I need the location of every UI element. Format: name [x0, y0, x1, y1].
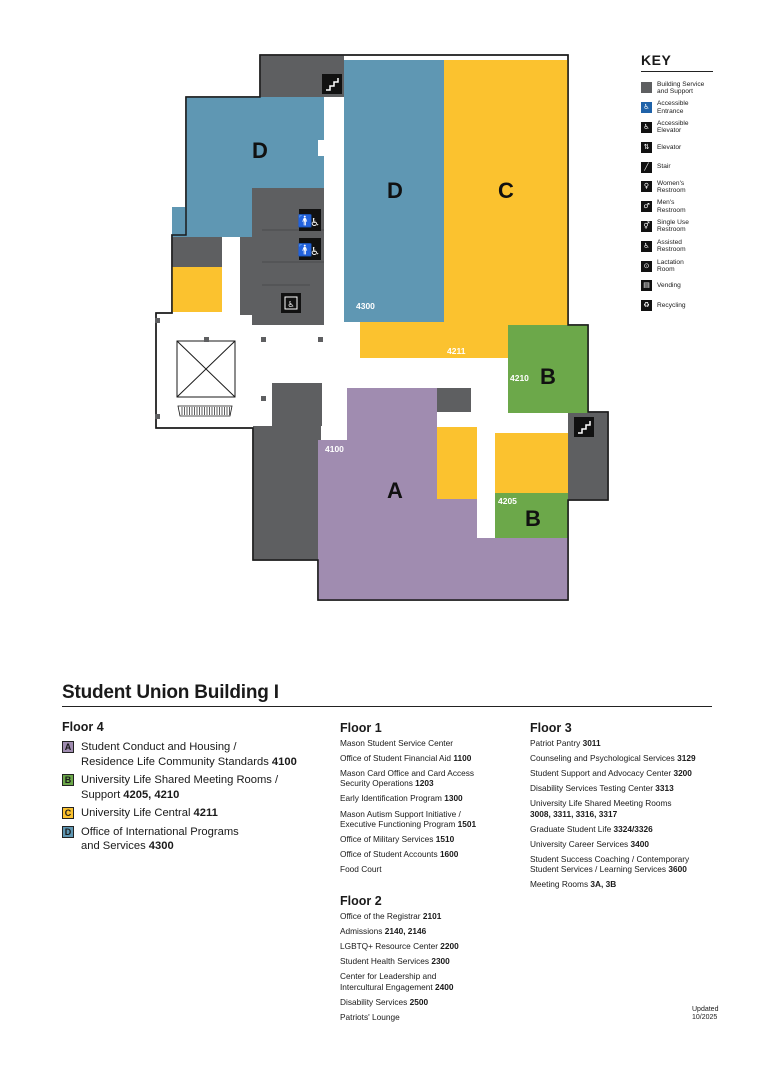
assisted-restroom-icon: ♿ [641, 241, 652, 252]
floor4-item [62, 740, 332, 769]
office-name: Patriot Pantry [530, 738, 583, 748]
room-number: 4300 [356, 301, 375, 311]
room-number: 1501 [457, 818, 477, 829]
atrium-opening [177, 341, 235, 397]
key-item-label: Building Service and Support [657, 80, 705, 95]
room-number: 1203 [415, 778, 434, 789]
key-item-label: Assisted Restroom [657, 239, 686, 254]
floor3-item [530, 753, 696, 763]
womens-restroom-icon [298, 209, 321, 231]
key-item [641, 137, 713, 157]
floor3-item [530, 879, 696, 889]
key-item [641, 157, 713, 177]
floor4-item [62, 773, 332, 802]
office-name: Student Success Coaching / Contemporary Student Services / Learning Services [530, 853, 690, 875]
room-number: 3200 [673, 768, 692, 779]
floor2-list [340, 911, 459, 1027]
office-name: Admissions [340, 926, 385, 937]
recycling-icon: ♻ [641, 300, 652, 311]
floor1-item [340, 753, 476, 763]
stair-icon [322, 74, 342, 94]
office-name: Patriots' Lounge [340, 1011, 400, 1022]
office-name: LGBTQ+ Resource Center [340, 941, 441, 952]
key-item [641, 296, 713, 316]
room-number: 2101 [422, 911, 442, 921]
room-number: 3400 [630, 838, 649, 849]
key-item [641, 197, 713, 217]
service-small [437, 388, 471, 412]
stair-icon: ╱ [641, 162, 652, 173]
key-item [641, 256, 713, 276]
office-name: Mason Autism Support Initiative / Executive Functioning Program [340, 808, 461, 829]
mens-restroom-icon [298, 238, 321, 260]
floor1-heading: Floor 1 [340, 721, 382, 735]
key-item-label: Vending [657, 282, 681, 290]
floor1-item [340, 849, 476, 859]
key-item [641, 98, 713, 118]
room-number: 1300 [444, 793, 463, 804]
floor3-list [530, 738, 696, 894]
key-item-label: Accessible Elevator [657, 120, 689, 135]
room-number: 3600 [668, 864, 687, 875]
key-item [641, 236, 713, 256]
floor3-item [530, 824, 696, 834]
stair-icon [574, 417, 594, 437]
floor1-item [340, 809, 476, 829]
floor4-item [62, 806, 332, 821]
office-name: Early Identification Program [340, 793, 445, 804]
building-title: Student Union Building I [62, 682, 279, 703]
key-item-label: Lactation Room [657, 258, 684, 274]
key-item-label: Elevator [657, 143, 682, 151]
floor1-item [340, 768, 476, 788]
key-item-label: Accessible Entrance [657, 100, 689, 115]
floor2-item [340, 971, 459, 991]
floor1-item [340, 864, 476, 874]
room-number: 4100 [325, 444, 344, 454]
room-number: 2200 [440, 941, 459, 952]
office-name: Mason Card Office and Card Access Security Operations [340, 768, 475, 789]
lactation-room-icon: ⊙ [641, 261, 652, 272]
room-number: 4211 [193, 807, 218, 819]
key-item-label: Recycling [657, 302, 686, 310]
key-item-label: Men's Restroom [657, 199, 686, 214]
floor4-item-text: University Life Shared Meeting Rooms / Support [81, 774, 279, 801]
service-mid [272, 383, 322, 426]
office-name: Disability Services [340, 996, 410, 1007]
room-number: 2140, 2146 [384, 926, 427, 937]
floor1-item [340, 738, 476, 748]
office-name: Office of Military Services [340, 833, 436, 844]
floor3-item [530, 783, 696, 793]
office-name: Meeting Rooms [530, 879, 591, 890]
office-name: Office of the Registrar [340, 911, 423, 921]
room-number: 4205 [498, 496, 517, 506]
floor2-item [340, 997, 459, 1007]
zone-letter: B [540, 364, 556, 389]
room-number: 1100 [453, 753, 472, 764]
floor3-heading: Floor 3 [530, 721, 572, 735]
room-number: 4300 [148, 840, 174, 852]
office-name: Student Support and Advocacy Center [530, 768, 674, 779]
floor2-item [340, 911, 459, 921]
zone-letter: B [525, 506, 541, 531]
zone-swatch: A [62, 741, 74, 753]
floor4-heading: Floor 4 [62, 720, 104, 734]
key-item [641, 217, 713, 237]
office-name: University Life Shared Meeting Rooms [530, 798, 672, 809]
room-number: 3008, 3311, 3316, 3317 [530, 808, 618, 819]
room-number: 2400 [435, 981, 454, 992]
floor2-item [340, 1012, 459, 1022]
room-number: 1510 [435, 833, 455, 844]
floor2-heading: Floor 2 [340, 894, 382, 908]
room-number: 4210 [510, 373, 529, 383]
accessible-elevator-icon: ♿ [641, 122, 652, 133]
room-number: 2500 [409, 996, 429, 1007]
zone-c-mid [437, 427, 477, 499]
mens-restroom-icon: ♂ [641, 201, 652, 212]
floor3-item [530, 738, 696, 748]
key-title: KEY [641, 52, 713, 72]
zone-swatch: C [62, 807, 74, 819]
accessible-elevator-icon [281, 293, 301, 313]
divider [62, 706, 712, 707]
office-name: Mason Student Service Center [340, 738, 453, 748]
key-item [641, 118, 713, 138]
room-number: 3313 [655, 783, 674, 794]
floor1-item [340, 834, 476, 844]
floor3-item [530, 854, 696, 874]
floor3-item [530, 768, 696, 778]
elevator-icon: ⇅ [641, 142, 652, 153]
room-number: 1600 [439, 848, 459, 859]
floor3-item [530, 839, 696, 849]
svg-text:🚹: 🚹 [297, 214, 313, 228]
office-name: Office of Student Financial Aid [340, 753, 454, 764]
floor4-item [62, 825, 332, 854]
floor2-item [340, 941, 459, 951]
zone-letter: D [387, 178, 403, 203]
floor3-item [530, 798, 696, 818]
zone-swatch: B [62, 774, 74, 786]
key-item [641, 177, 713, 197]
office-name: Disability Services Testing Center [530, 783, 656, 794]
room-number: 3324/3326 [613, 823, 653, 834]
room-number: 4100 [271, 755, 297, 768]
key-item [641, 276, 713, 296]
room-number: 3129 [677, 753, 696, 764]
key-item-label: Stair [657, 163, 671, 171]
zone-swatch: D [62, 826, 74, 838]
svg-text:🚹: 🚹 [297, 243, 313, 257]
office-name: Food Court [340, 864, 382, 875]
office-name: Graduate Student Life [530, 823, 614, 834]
key-item-label: Single Use Restroom [657, 219, 689, 234]
floor2-item [340, 956, 459, 966]
floor4-list [62, 740, 332, 858]
service-lower-left [253, 426, 321, 560]
floor4-item-text: University Life Central [81, 807, 194, 819]
key-item-label: Women's Restroom [657, 179, 686, 194]
womens-restroom-icon: ♀ [641, 181, 652, 192]
stairs-atrium [178, 406, 232, 416]
accessible-entrance-icon: ♿ [641, 102, 652, 113]
zone-c-left [172, 267, 222, 312]
floor1-list [340, 738, 476, 879]
room-number: 4211 [447, 346, 466, 356]
service-elevator [240, 237, 254, 315]
svg-text:♿: ♿ [310, 245, 320, 258]
zone-c-right [495, 433, 568, 493]
svg-text:♿: ♿ [310, 216, 320, 229]
office-name: Student Health Services [340, 956, 432, 967]
office-name: University Career Services [530, 838, 631, 849]
svg-text:♿: ♿ [287, 300, 295, 309]
zone-letter: A [387, 478, 403, 503]
vending-icon: ▤ [641, 280, 652, 291]
floor2-item [340, 926, 459, 936]
updated-date: Updated 10/2025 [692, 1006, 719, 1021]
service-swatch [641, 82, 652, 93]
room-number: 3A, 3B [590, 879, 617, 890]
office-name: Counseling and Psychological Services [530, 753, 678, 764]
service-left-block [172, 237, 222, 267]
office-name: Center for Leadership and Intercultural Engagement [340, 971, 437, 992]
zone-letter: C [498, 178, 514, 203]
floor1-item [340, 793, 476, 803]
room-number: 4205, 4210 [123, 788, 180, 801]
room-number: 3011 [582, 738, 601, 748]
floor4-item-text: Student Conduct and Housing / Residence Life Community Standards [81, 741, 269, 768]
zone-letter: D [252, 138, 268, 163]
map-key [641, 52, 713, 316]
single-use-restroom-icon: ⚥ [641, 221, 652, 232]
room-number: 2300 [431, 956, 450, 967]
floor4-item-text: Office of International Programs and Services [81, 825, 239, 852]
key-item [641, 78, 713, 98]
office-name: Office of Student Accounts [340, 848, 440, 859]
